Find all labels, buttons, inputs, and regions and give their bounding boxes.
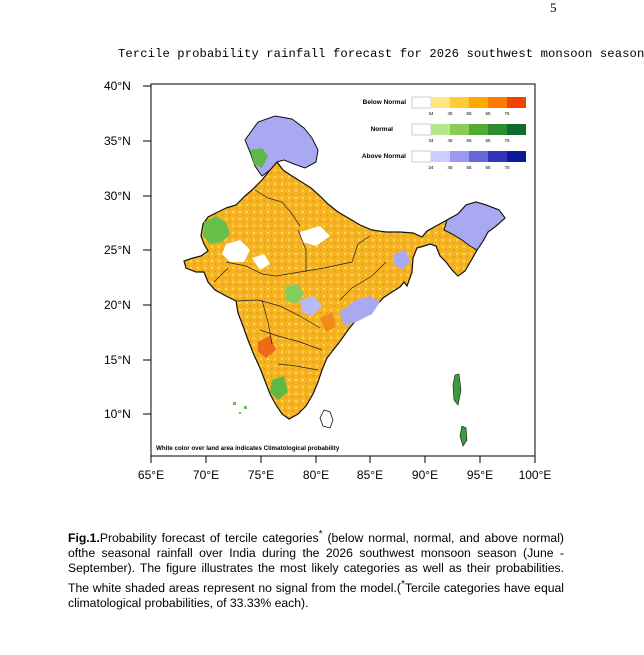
- legend-below-tick-2: 45: [447, 111, 453, 116]
- figure-caption: [68, 527, 564, 611]
- lon-label-80: 80°E: [302, 468, 330, 482]
- lon-label-70: 70°E: [192, 468, 220, 482]
- lakshadweep-1: [233, 402, 236, 405]
- legend-below-tick-1: 34: [428, 111, 434, 116]
- lon-ticks: [151, 456, 535, 463]
- legend-normal-swatches: [412, 124, 526, 135]
- legend-above-tick-5: 75: [504, 165, 510, 170]
- legend-above-tick-2: 45: [447, 165, 453, 170]
- legend-below-tick-5: 75: [504, 111, 510, 116]
- legend-normal-tick-5: 75: [504, 138, 510, 143]
- legend-above-normal-label: Above Normal: [361, 153, 406, 160]
- lat-label-20: 20°N: [104, 298, 131, 312]
- caption-text-3: Tercile categories have equal climatological probabilities, of 33.33% each).: [68, 580, 564, 610]
- lon-label-75: 75°E: [247, 468, 275, 482]
- legend-above-tick-1: 34: [428, 165, 434, 170]
- legend-normal-label: Normal: [370, 126, 393, 133]
- caption-text-2: (below normal, normal, and above normal) ofthe seasonal rainfall over India during the 2026 southwest monsoon season (June -September). The figure illustrates the most likely categories as well as their probabilities. The white shaded areas represent no signal from the model.(: [68, 531, 564, 595]
- lat-label-25: 25°N: [104, 243, 131, 257]
- caption-text-1: Probability forecast of tercile categories: [99, 531, 319, 546]
- lat-label-40: 40°N: [104, 79, 131, 93]
- lon-label-85: 85°E: [356, 468, 384, 482]
- lakshadweep-2: [244, 406, 247, 409]
- climatology-note: White color over land area indicates Climatological probability: [156, 445, 340, 452]
- legend-below-tick-3: 55: [466, 111, 472, 116]
- legend-below-normal-swatches: [412, 97, 526, 108]
- legend-below-tick-4: 65: [485, 111, 491, 116]
- legend-below-normal-label: Below Normal: [362, 99, 406, 106]
- lat-ticks: [143, 86, 151, 414]
- legend-above-tick-4: 65: [485, 165, 491, 170]
- lon-label-90: 90°E: [411, 468, 439, 482]
- footnote-mark-1: *: [318, 529, 323, 540]
- page-number: 5: [550, 0, 557, 15]
- legend-above-normal-swatches: [412, 151, 526, 162]
- lat-label-10: 10°N: [104, 407, 131, 421]
- lat-label-30: 30°N: [104, 189, 131, 203]
- lon-label-65: 65°E: [137, 468, 165, 482]
- footnote-mark-2: *: [400, 578, 405, 590]
- legend-normal-tick-2: 45: [447, 138, 453, 143]
- lon-label-95: 95°E: [466, 468, 494, 482]
- map-title: Tercile probability rainfall forecast for 2026 southwest monsoon season: [118, 47, 644, 61]
- legend-normal-tick-4: 65: [485, 138, 491, 143]
- legend-above-tick-3: 55: [466, 165, 472, 170]
- legend-normal-tick-3: 55: [466, 138, 472, 143]
- legend-normal-tick-1: 34: [428, 138, 434, 143]
- lon-label-100: 100°E: [518, 468, 552, 482]
- figure-label: Fig.1.: [68, 531, 100, 546]
- lat-label-15: 15°N: [104, 353, 131, 367]
- lat-label-35: 35°N: [104, 134, 131, 148]
- lakshadweep-3: [239, 412, 241, 414]
